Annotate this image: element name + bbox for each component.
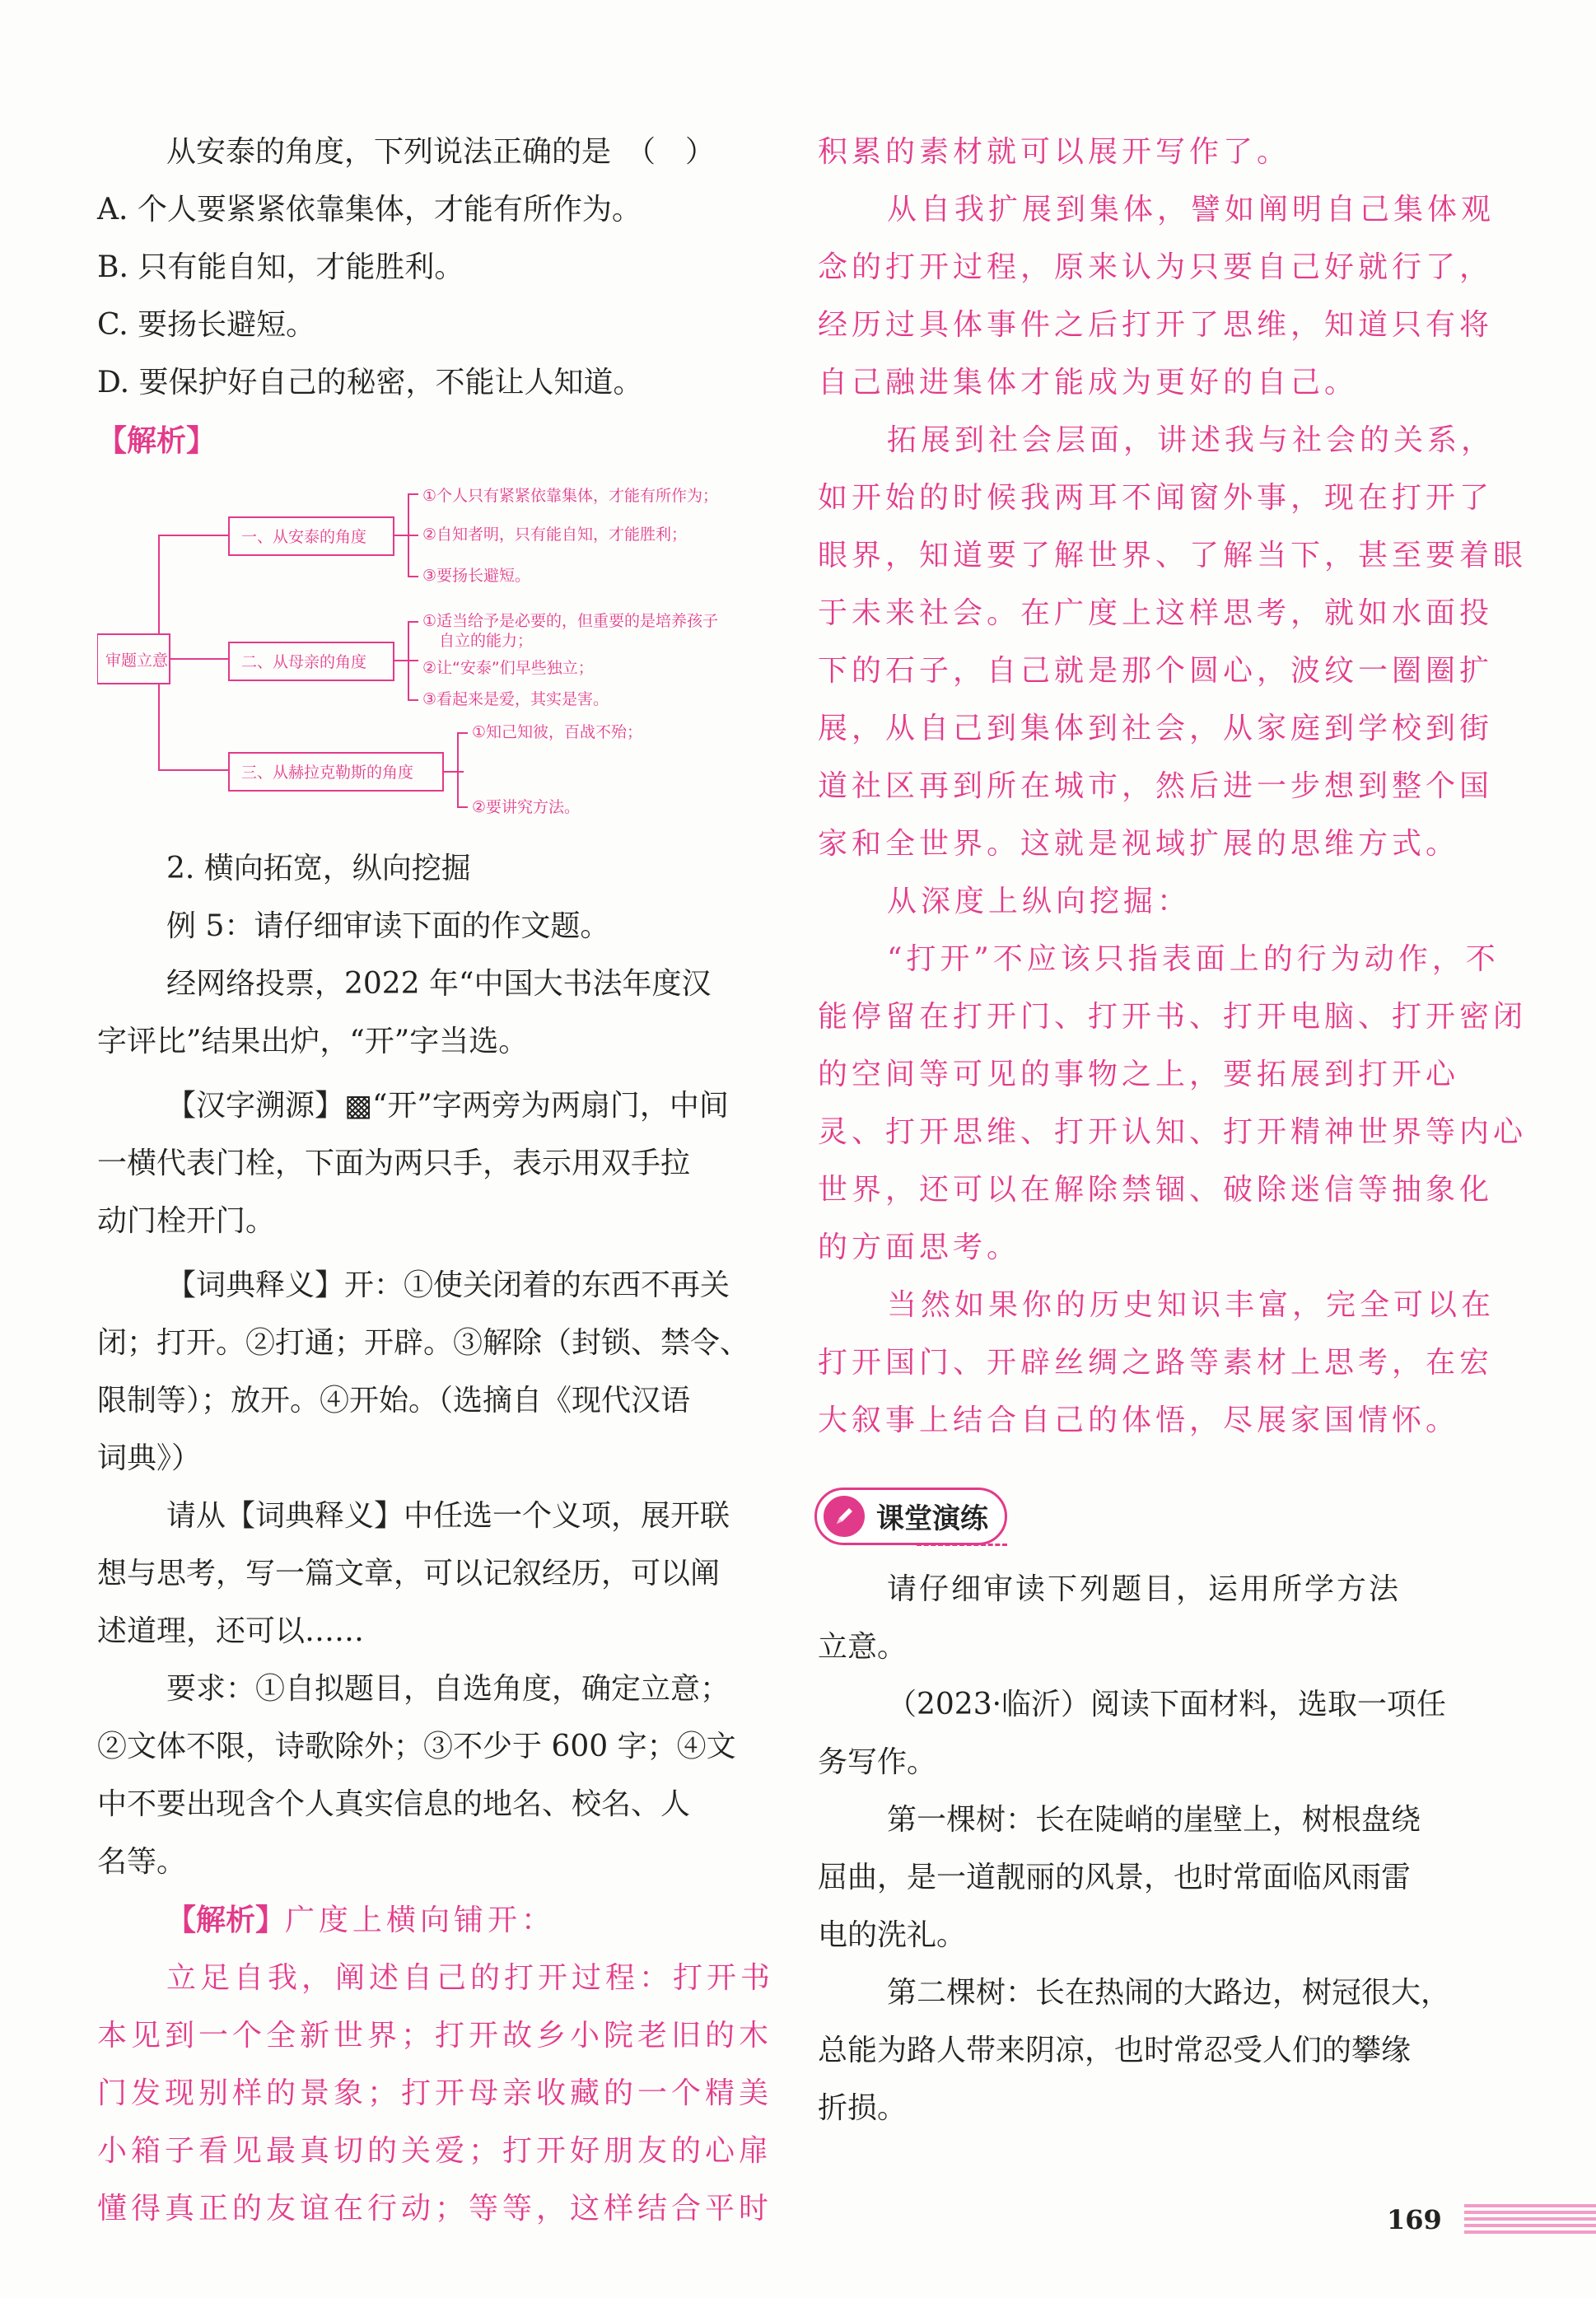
text-line: 念的打开过程，原来认为只要自己好就行了，	[818, 250, 1494, 284]
banner-box	[814, 1488, 1007, 1545]
text-line: 折损。	[818, 2091, 908, 2125]
text-line: 中不要出现含个人真实信息的地名、校名、人	[97, 1787, 691, 1821]
text-line: 名等。	[97, 1845, 187, 1879]
mindmap-b1-item: ③要扬长避短。	[422, 567, 531, 585]
text-line: 如开始的时候我两耳不闻窗外事，现在打开了	[818, 481, 1494, 515]
text-line: 门发现别样的景象；打开母亲收藏的一个精美	[97, 2076, 773, 2110]
mind-map	[97, 478, 772, 824]
option-b: B. 只有能自知，才能胜利。	[97, 250, 464, 284]
text-line: 立足自我，阐述自己的打开过程：打开书	[166, 1961, 775, 1995]
text-line: 拓展到社会层面，讲述我与社会的关系，	[887, 423, 1496, 457]
text-line: 道社区再到所在城市，然后进一步想到整个国	[818, 769, 1494, 803]
text-line: 第二棵树：长在热闹的大路边，树冠很大，	[887, 1976, 1451, 2010]
text-line: 述道理，还可以……	[97, 1614, 365, 1648]
paragraph	[97, 955, 748, 1071]
text-line: 立意。	[818, 1630, 908, 1664]
text-line: 打开国门、开辟丝绸之路等素材上思考，在宏	[818, 1346, 1494, 1380]
analysis-tag: 【解析】	[166, 1903, 286, 1937]
text-line: “打开”不应该只指表面上的行为动作，不	[887, 942, 1500, 976]
text-line: 当然如果你的历史知识丰富，完全可以在	[887, 1288, 1496, 1322]
text-line: 下的石子，自己就是那个圆心，波纹一圈圈扩	[818, 654, 1494, 688]
text-line: 一横代表门栓，下面为两只手，表示用双手拉	[97, 1147, 691, 1180]
text-line: 自己融进集体才能成为更好的自己。	[818, 366, 1359, 399]
text-line: 请仔细审读下列题目，运用所学方法	[887, 1572, 1402, 1606]
section-heading: 2. 横向拓宽，纵向挖掘	[166, 852, 471, 885]
text-line: 第一棵树：长在陡峭的崖壁上，树根盘绕	[887, 1803, 1421, 1837]
pink-paragraph	[818, 1277, 1496, 1450]
text-line: 的方面思考。	[818, 1231, 1021, 1264]
text-line: 本见到一个全新世界；打开故乡小院老旧的木	[97, 2019, 773, 2053]
text-line: 能停留在打开门、打开书、打开电脑、打开密闭	[818, 1000, 1528, 1034]
analysis-lead: 广度上横向铺开：	[285, 1903, 556, 1937]
text-line: 从自我扩展到集体，譬如阐明自己集体观	[887, 193, 1496, 227]
question-stem: 从安泰的角度，下列说法正确的是 （ ）	[166, 135, 716, 169]
text-line: 要求：①自拟题目，自选角度，确定立意；	[166, 1672, 730, 1706]
text-line: 【汉字溯源】▩“开”字两旁为两扇门，中间	[166, 1089, 729, 1123]
paragraph	[818, 1791, 1468, 1964]
text-line: 展，从自己到集体到社会，从家庭到学校到街	[818, 712, 1494, 745]
mindmap-b2-item: ①适当给予是必要的，但重要的是培养孩子	[422, 612, 719, 630]
page-number: 169	[1387, 2204, 1442, 2235]
mindmap-b2-item: ②让“安泰”们早些独立；	[422, 659, 594, 677]
text-line: （2023·临沂）阅读下面材料，选取一项任	[887, 1688, 1447, 1721]
mindmap-branch-3: 三、从赫拉克勒斯的角度	[241, 764, 414, 782]
paragraph	[818, 1964, 1468, 2137]
text-line: 小箱子看见最真切的关爱；打开好朋友的心扉	[97, 2134, 773, 2168]
mindmap-b3-item: ②要讲究方法。	[472, 798, 581, 816]
pink-paragraph	[97, 1950, 775, 2238]
question-block	[97, 124, 748, 469]
left-column	[97, 124, 775, 2238]
text-line: 电的洗礼。	[818, 1918, 967, 1952]
paragraph	[97, 1077, 748, 1250]
option-c: C. 要扬长避短。	[97, 308, 316, 342]
text-line: 于未来社会。在广度上这样思考，就如水面投	[818, 596, 1494, 630]
right-column	[818, 124, 1528, 2137]
text-line: 务写作。	[818, 1745, 937, 1779]
text-line: 经历过具体事件之后打开了思维，知道只有将	[818, 308, 1494, 342]
paragraph	[97, 1660, 748, 1891]
mindmap-branch-2: 二、从母亲的角度	[241, 653, 367, 671]
text-line: 闭；打开。②打通；开辟。③解除（封锁、禁令、	[97, 1326, 750, 1360]
option-a: A. 个人要紧紧依靠集体，才能有所作为。	[97, 193, 642, 227]
pink-paragraph	[818, 181, 1496, 412]
text-line: 动门栓开门。	[97, 1204, 276, 1238]
example-heading: 例 5：请仔细审读下面的作文题。	[166, 909, 610, 943]
text-line: 积累的素材就可以展开写作了。	[818, 135, 1291, 169]
paragraph	[818, 1561, 1468, 1676]
paragraph	[97, 1257, 748, 1488]
text-line: 家和全世界。这就是视域扩展的思维方式。	[818, 827, 1460, 861]
text-line: 想与思考，写一篇文章，可以记叙经历，可以阐	[97, 1557, 721, 1590]
text-line: 灵、打开思维、打开认知、打开精神世界等内心	[818, 1115, 1528, 1149]
mindmap-b2-item: 自立的能力；	[439, 632, 534, 650]
text-line: 总能为路人带来阴凉，也时常忍受人们的攀缘	[818, 2034, 1412, 2067]
pink-paragraph	[818, 412, 1528, 873]
text-line: 的空间等可见的事物之上，要拓展到打开心	[818, 1058, 1460, 1091]
analysis-2	[97, 1891, 748, 1950]
footer-stripes	[1464, 2201, 1596, 2239]
text-line: 限制等）；放开。④开始。（选摘自《现代汉语	[97, 1384, 691, 1418]
text-line: 大叙事上结合自己的体悟，尽展家国情怀。	[818, 1404, 1460, 1437]
mindmap-b3-item: ①知己知彼，百战不殆；	[472, 723, 643, 741]
pink-paragraph	[818, 931, 1528, 1277]
text-line: 眼界，知道要了解世界、了解当下，甚至要着眼	[818, 539, 1528, 572]
text-line: 【词典释义】开：①使关闭着的东西不再关	[166, 1268, 730, 1302]
banner-title: 课堂演练	[876, 1502, 988, 1535]
text-line: 经网络投票，2022 年“中国大书法年度汉	[166, 967, 712, 1001]
paragraph	[818, 1676, 1468, 1791]
text-line: 从深度上纵向挖掘：	[887, 885, 1192, 918]
option-d: D. 要保护好自己的秘密，不能让人知道。	[97, 366, 643, 399]
text-line: 屈曲，是一道靓丽的风景，也时常面临风雨雷	[818, 1861, 1412, 1894]
paragraph	[97, 1488, 748, 1660]
mindmap-b2-item: ③看起来是爱，其实是害。	[422, 690, 609, 708]
pencil-icon	[824, 1496, 865, 1537]
mindmap-branch-1: 一、从安泰的角度	[241, 528, 367, 546]
analysis-tag: 【解析】	[97, 423, 217, 458]
mindmap-b1-item: ②自知者明，只有能自知，才能胜利；	[422, 525, 688, 544]
text-line: 词典》）	[97, 1441, 202, 1475]
text-line: ②文体不限，诗歌除外；③不少于 600 字；④文	[97, 1730, 736, 1763]
mindmap-root: 审题立意	[105, 652, 169, 670]
section-banner	[814, 1486, 1468, 1546]
text-line: 懂得真正的友谊在行动；等等，这样结合平时	[97, 2192, 773, 2226]
banner-underline	[917, 1544, 1007, 1546]
text-line: 字评比”结果出炉，“开”字当选。	[97, 1025, 529, 1058]
text-line: 请从【词典释义】中任选一个义项，展开联	[166, 1499, 730, 1533]
text-line: 世界，还可以在解除禁锢、破除迷信等抽象化	[818, 1173, 1494, 1207]
mindmap-b1-item: ①个人只有紧紧依靠集体，才能有所作为；	[422, 487, 719, 505]
